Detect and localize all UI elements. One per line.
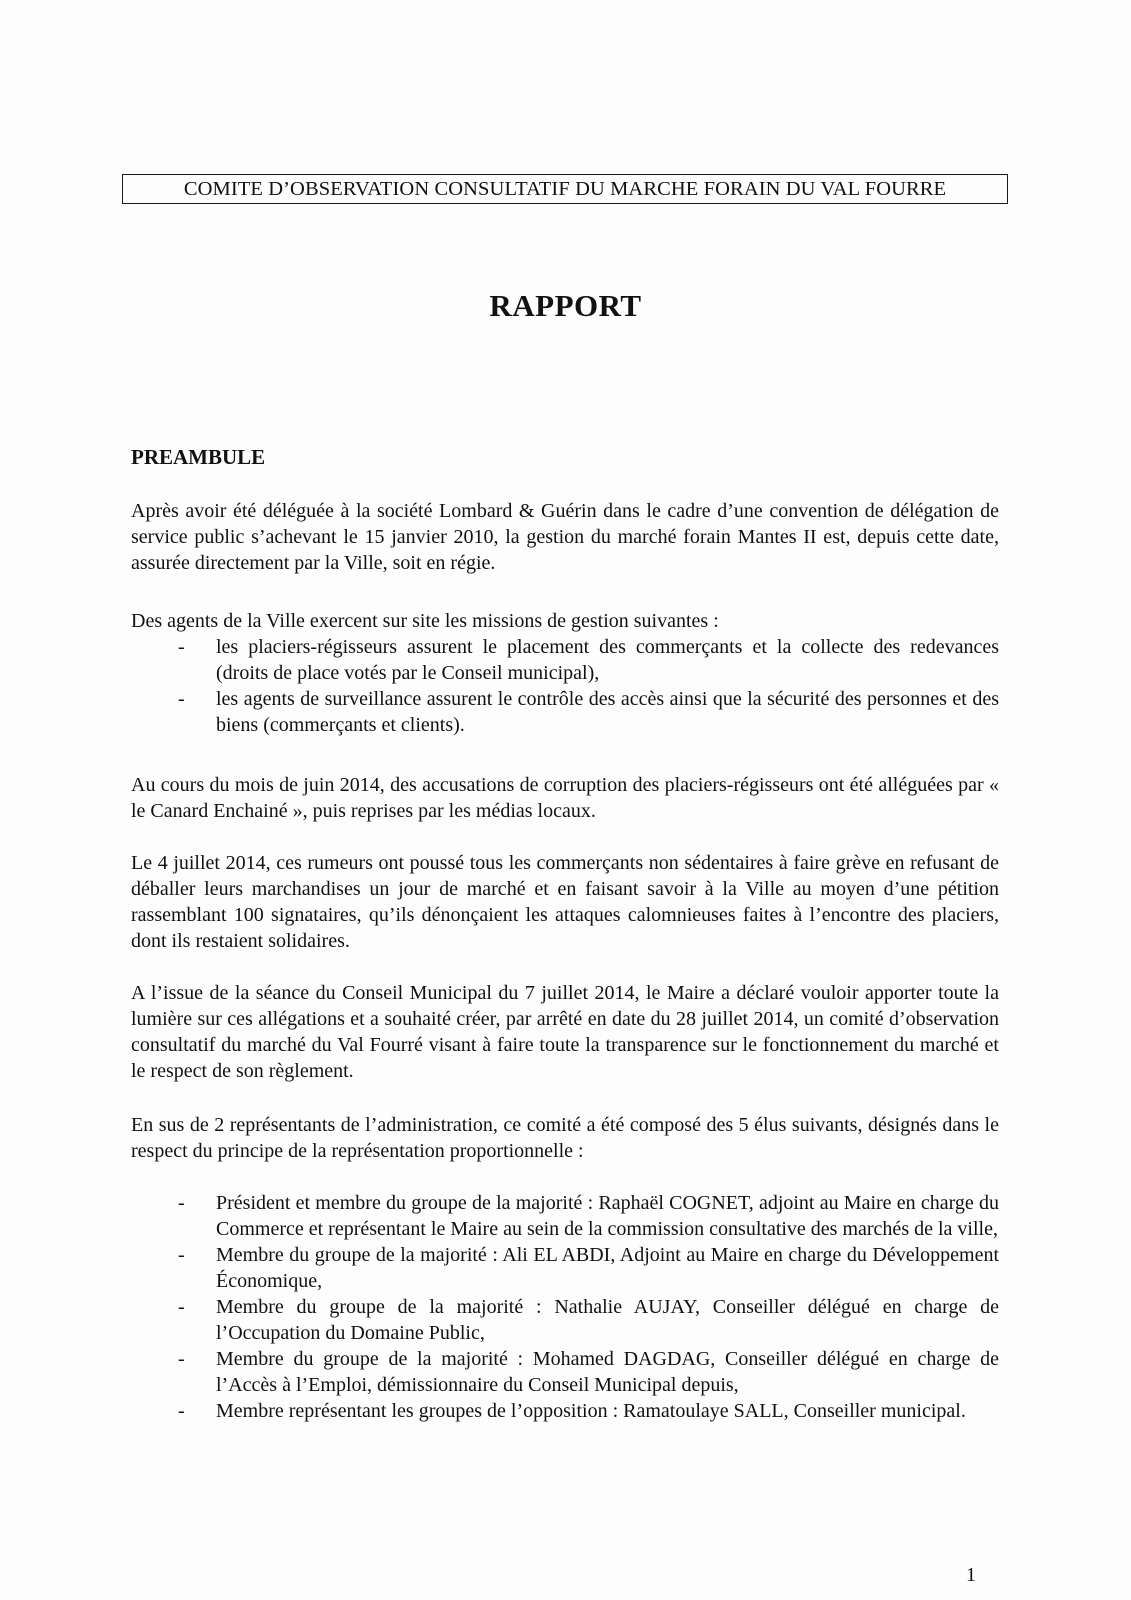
members-list [131, 1190, 999, 1424]
paragraph-text: En sus de 2 représentants de l’administration, ce comité a été composé des 5 élus suivants, désignés dans le respect du principe de la représentation proportionnelle : [131, 1114, 999, 1162]
list-dash: - [178, 636, 185, 658]
list-item-member [131, 1294, 999, 1346]
list-dash: - [178, 688, 185, 710]
list-item-text: les agents de surveillance assurent le contrôle des accès ainsi que la sécurité des personnes et des biens (commerçants et clients). [216, 688, 999, 736]
paragraph-text: Après avoir été déléguée à la société Lombard & Guérin dans le cadre d’une convention de délégation de service public s’achevant le 15 janvier 2010, la gestion du marché forain Mantes II est, depuis cette date, assurée directement par la Ville, soit en régie. [131, 500, 999, 574]
page-number: 1 [966, 1564, 976, 1586]
report-title: RAPPORT [489, 288, 642, 323]
list-item-surveillance [131, 686, 999, 738]
list-dash: - [178, 1192, 185, 1214]
list-item-member [131, 1190, 999, 1242]
paragraph-accusations [131, 772, 999, 824]
paragraph-text: Des agents de la Ville exercent sur site les missions de gestion suivantes : [131, 610, 719, 632]
paragraph-delegation [131, 498, 999, 576]
list-item-member [131, 1398, 999, 1424]
list-dash: - [178, 1296, 185, 1318]
committee-header-box: COMITE D’OBSERVATION CONSULTATIF DU MARCHE FORAIN DU VAL FOURRE [122, 174, 1008, 204]
list-item-text: Membre du groupe de la majorité : Nathalie AUJAY, Conseiller délégué en charge de l’Occupation du Domaine Public, [216, 1296, 999, 1344]
paragraph-text: Au cours du mois de juin 2014, des accusations de corruption des placiers-régisseurs ont été alléguées par « le Canard Enchainé », puis reprises par les médias locaux. [131, 774, 999, 822]
list-dash: - [178, 1348, 185, 1370]
list-item-text: Membre du groupe de la majorité : Ali EL ABDI, Adjoint au Maire en charge du Développement Économique, [216, 1244, 999, 1292]
paragraph-text: Le 4 juillet 2014, ces rumeurs ont poussé tous les commerçants non sédentaires à faire grève en refusant de déballer leurs marchandises un jour de marché et en faisant savoir à la Ville au moyen d’une pétition rassemblant 100 signataires, qu’ils dénonçaient les attaques calomnieuses faites à l’encontre des placiers, dont ils restaient solidaires. [131, 852, 999, 952]
list-item-member [131, 1346, 999, 1398]
list-item-text: Membre du groupe de la majorité : Mohamed DAGDAG, Conseiller délégué en charge de l’Accès à l’Emploi, démissionnaire du Conseil Municipal depuis, [216, 1348, 999, 1396]
preamble-heading: PREAMBULE [131, 445, 266, 469]
list-item-text: les placiers-régisseurs assurent le placement des commerçants et la collecte des redevances (droits de place votés par le Conseil municipal), [216, 636, 999, 684]
list-item-member [131, 1242, 999, 1294]
paragraph-text: A l’issue de la séance du Conseil Municipal du 7 juillet 2014, le Maire a déclaré vouloir apporter toute la lumière sur ces allégations et a souhaité créer, par arrêté en date du 28 juillet 2014, un comité d’observation consultatif du marché du Val Fourré visant à faire toute la transparence sur le fonctionnement du marché et le respect de son règlement. [131, 982, 999, 1082]
list-item-text: Membre représentant les groupes de l’opposition : Ramatoulaye SALL, Conseiller municipal. [216, 1400, 966, 1422]
paragraph-agents-intro [131, 608, 999, 634]
paragraph-strike [131, 850, 999, 954]
paragraph-composition [131, 1112, 999, 1164]
list-item-placiers [131, 634, 999, 686]
list-dash: - [178, 1400, 185, 1422]
list-item-text: Président et membre du groupe de la majorité : Raphaël COGNET, adjoint au Maire en charge du Commerce et représentant le Maire au sein de la commission consultative des marchés de la ville, [216, 1192, 999, 1240]
list-dash: - [178, 1244, 185, 1266]
paragraph-committee-creation [131, 980, 999, 1084]
missions-list [131, 634, 999, 738]
